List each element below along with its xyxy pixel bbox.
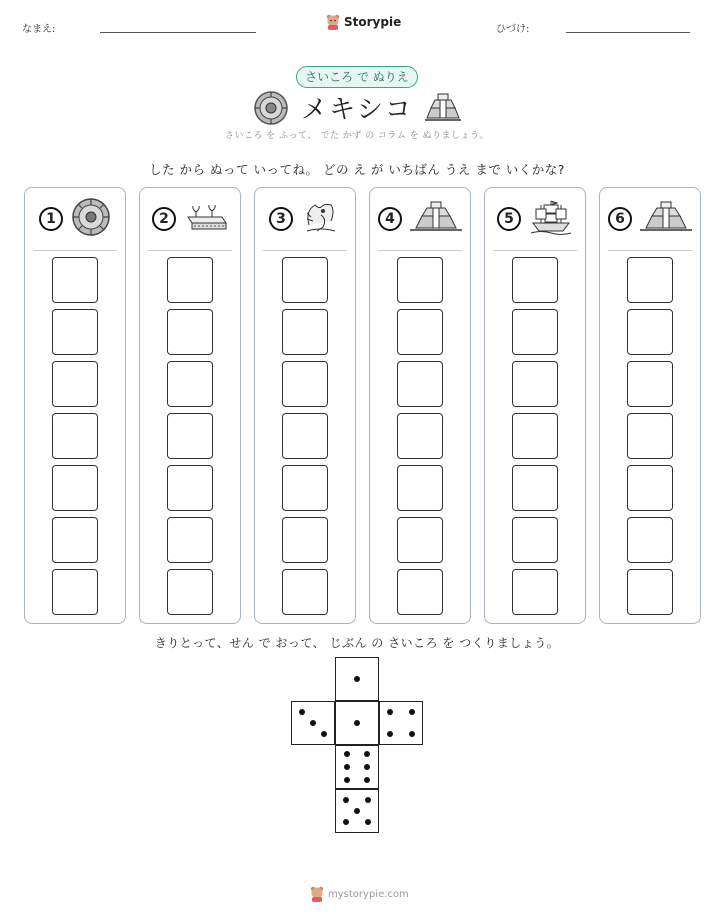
coloring-cell[interactable] bbox=[397, 465, 443, 511]
name-label: なまえ: bbox=[22, 24, 56, 35]
column-header bbox=[25, 188, 125, 250]
coloring-cell[interactable] bbox=[167, 309, 213, 355]
dice-pip bbox=[344, 764, 350, 770]
coloring-cell[interactable] bbox=[282, 361, 328, 407]
coloring-cell[interactable] bbox=[167, 257, 213, 303]
title-row bbox=[0, 89, 714, 126]
cutout-instruction: きりとって、せん で おって、 じぶん の さいころ を つくりましょう。 bbox=[154, 636, 560, 650]
dice-pip bbox=[364, 764, 370, 770]
column-divider bbox=[608, 250, 692, 251]
coloring-cell[interactable] bbox=[627, 465, 673, 511]
galleon-ship-icon bbox=[529, 197, 573, 241]
dice-pip bbox=[343, 819, 349, 825]
column-1 bbox=[24, 187, 126, 624]
coloring-cell[interactable] bbox=[397, 413, 443, 459]
coloring-cell[interactable] bbox=[167, 569, 213, 615]
coloring-instruction: した から ぬって いってね。 どの え が いちばん うえ まで いくかな? bbox=[149, 162, 565, 177]
coloring-cell[interactable] bbox=[397, 569, 443, 615]
dice-pip bbox=[387, 709, 393, 715]
coloring-cell[interactable] bbox=[512, 361, 558, 407]
coloring-cell[interactable] bbox=[167, 413, 213, 459]
coloring-cell[interactable] bbox=[627, 517, 673, 563]
dice-pip bbox=[409, 731, 415, 737]
dice-face bbox=[379, 701, 423, 745]
coloring-cell[interactable] bbox=[397, 517, 443, 563]
column-header bbox=[255, 188, 355, 250]
dice-pip bbox=[409, 709, 415, 715]
coloring-cell[interactable] bbox=[282, 413, 328, 459]
aztec-calendar-icon bbox=[71, 197, 111, 241]
brand-logo bbox=[326, 14, 401, 30]
column-divider bbox=[263, 250, 347, 251]
page-title: メキシコ bbox=[301, 95, 413, 125]
coloring-cell[interactable] bbox=[282, 465, 328, 511]
column-number: 2 bbox=[152, 207, 176, 231]
coloring-cell[interactable] bbox=[512, 465, 558, 511]
column-6 bbox=[599, 187, 701, 624]
coloring-cell[interactable] bbox=[167, 465, 213, 511]
dice-face bbox=[335, 701, 379, 745]
pyramid-icon bbox=[425, 92, 461, 124]
coloring-cell[interactable] bbox=[52, 257, 98, 303]
dice-face bbox=[335, 657, 379, 701]
dice-pip bbox=[354, 720, 360, 726]
date-line[interactable] bbox=[566, 32, 690, 33]
dice-pip bbox=[354, 808, 360, 814]
coloring-cell[interactable] bbox=[397, 257, 443, 303]
pyramid-icon bbox=[640, 200, 692, 238]
column-divider bbox=[378, 250, 462, 251]
coloring-cell[interactable] bbox=[282, 517, 328, 563]
column-number: 4 bbox=[378, 207, 402, 231]
bear-mascot-icon bbox=[326, 14, 340, 30]
dice-pip bbox=[354, 676, 360, 682]
dice-pip bbox=[364, 751, 370, 757]
dice-face bbox=[335, 789, 379, 833]
column-header bbox=[485, 188, 585, 250]
coloring-cell[interactable] bbox=[167, 517, 213, 563]
coloring-cell[interactable] bbox=[512, 569, 558, 615]
dice-pip bbox=[364, 777, 370, 783]
aztec-calendar-icon bbox=[253, 90, 289, 126]
page-subtitle: さいころ を ふって、 でた かず の コラム を ぬりましょう。 bbox=[224, 131, 490, 141]
name-line[interactable] bbox=[100, 32, 256, 33]
coloring-cell[interactable] bbox=[282, 257, 328, 303]
column-4 bbox=[369, 187, 471, 624]
coloring-cell[interactable] bbox=[512, 517, 558, 563]
column-5 bbox=[484, 187, 586, 624]
coloring-cell[interactable] bbox=[52, 413, 98, 459]
coloring-cell[interactable] bbox=[627, 309, 673, 355]
dice-pip bbox=[321, 731, 327, 737]
column-number: 1 bbox=[39, 207, 63, 231]
column-divider bbox=[33, 250, 117, 251]
dice-pip bbox=[299, 709, 305, 715]
dice-pip bbox=[387, 731, 393, 737]
column-number: 5 bbox=[497, 207, 521, 231]
chinampa-garden-icon bbox=[184, 201, 228, 237]
coloring-cell[interactable] bbox=[512, 257, 558, 303]
coloring-cell[interactable] bbox=[627, 413, 673, 459]
column-3 bbox=[254, 187, 356, 624]
date-label: ひづけ: bbox=[496, 24, 530, 35]
coloring-cell[interactable] bbox=[512, 413, 558, 459]
pyramid-icon bbox=[410, 200, 462, 238]
coloring-cell[interactable] bbox=[397, 309, 443, 355]
dice-pip bbox=[365, 819, 371, 825]
column-number: 3 bbox=[269, 207, 293, 231]
dice-face bbox=[291, 701, 335, 745]
coloring-cell[interactable] bbox=[52, 309, 98, 355]
column-2 bbox=[139, 187, 241, 624]
coloring-cell[interactable] bbox=[52, 569, 98, 615]
column-number: 6 bbox=[608, 207, 632, 231]
coloring-cell[interactable] bbox=[627, 257, 673, 303]
column-divider bbox=[148, 250, 232, 251]
dice-pip bbox=[310, 720, 316, 726]
bear-mascot-icon bbox=[310, 886, 324, 902]
dice-pip bbox=[365, 797, 371, 803]
coloring-cell[interactable] bbox=[627, 569, 673, 615]
activity-pill: さいころ で ぬりえ bbox=[296, 66, 418, 88]
coloring-cell[interactable] bbox=[282, 569, 328, 615]
dice-pip bbox=[343, 797, 349, 803]
coloring-cell[interactable] bbox=[512, 309, 558, 355]
dice-pip bbox=[344, 777, 350, 783]
coloring-cell[interactable] bbox=[52, 517, 98, 563]
coloring-cell[interactable] bbox=[52, 465, 98, 511]
column-divider bbox=[493, 250, 577, 251]
coloring-cell[interactable] bbox=[627, 361, 673, 407]
footer-url[interactable]: mystorypie.com bbox=[328, 888, 409, 900]
dice-face bbox=[335, 745, 379, 789]
dice-pip bbox=[344, 751, 350, 757]
column-header bbox=[600, 188, 700, 250]
brand-name: Storypie bbox=[344, 15, 402, 29]
coloring-cell[interactable] bbox=[167, 361, 213, 407]
column-header bbox=[140, 188, 240, 250]
footer bbox=[310, 886, 409, 902]
eagle-emblem-icon bbox=[301, 197, 341, 241]
pill-row bbox=[0, 66, 714, 88]
coloring-cell[interactable] bbox=[282, 309, 328, 355]
coloring-cell[interactable] bbox=[52, 361, 98, 407]
coloring-cell[interactable] bbox=[397, 361, 443, 407]
column-header bbox=[370, 188, 470, 250]
